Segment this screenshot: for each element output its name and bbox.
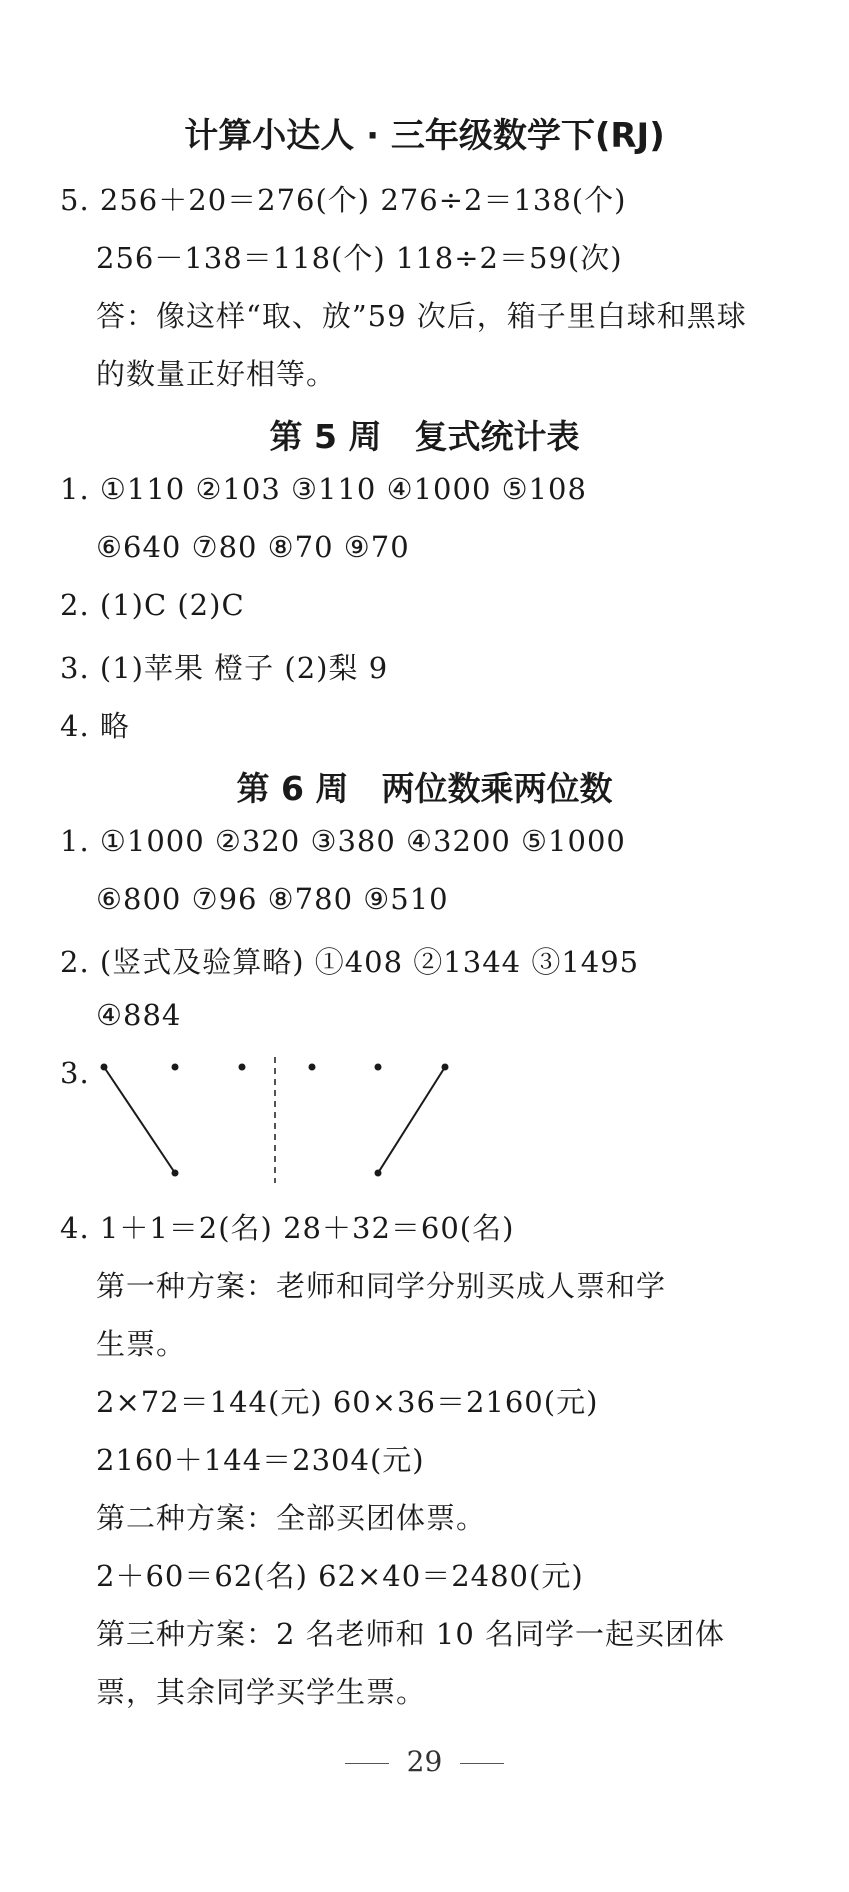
section-heading: 第 6 周 两位数乘两位数 <box>236 769 613 808</box>
answer-line: 第二种方案：全部买团体票。 <box>96 1501 487 1535</box>
answer-line: 第一种方案：老师和同学分别买成人票和学 <box>96 1269 667 1303</box>
footer-dash-left <box>345 1763 389 1764</box>
answer-line: 2×72＝144(元) 60×36＝2160(元) <box>96 1385 599 1419</box>
answer-line: 3. (1)苹果 橙子 (2)梨 9 <box>60 651 389 685</box>
answer-line: 1. ①1000 ②320 ③380 ④3200 ⑤1000 <box>60 824 626 858</box>
answer-line: 的数量正好相等。 <box>96 357 337 391</box>
footer-dash-right <box>460 1763 504 1764</box>
dot <box>309 1064 316 1071</box>
answer-line: ⑥640 ⑦80 ⑧70 ⑨70 <box>96 530 410 564</box>
answer-line: 4. 1＋1＝2(名) 28＋32＝60(名) <box>60 1211 515 1245</box>
page-number: 29 <box>406 1745 443 1778</box>
answer-line: 2. (竖式及验算略) ①408 ②1344 ③1495 <box>60 945 640 979</box>
connector-line <box>104 1067 175 1173</box>
page-title: 计算小达人 · 三年级数学下(RJ) <box>184 116 665 156</box>
answer-line: 2160＋144＝2304(元) <box>96 1443 425 1477</box>
answer-line: 生票。 <box>96 1327 187 1361</box>
answer-line: 票，其余同学买学生票。 <box>96 1675 427 1709</box>
answer-line: 3. <box>60 1056 90 1090</box>
answer-line: 4. 略 <box>60 709 130 743</box>
answer-line: 5. 256＋20＝276(个) 276÷2＝138(个) <box>60 183 627 217</box>
page-footer <box>0 1745 849 1778</box>
answer-line: ⑥800 ⑦96 ⑧780 ⑨510 <box>96 882 449 916</box>
section-heading: 第 5 周 复式统计表 <box>269 417 580 456</box>
answer-line: 1. ①110 ②103 ③110 ④1000 ⑤108 <box>60 472 587 506</box>
connector-line <box>378 1067 445 1173</box>
matching-diagram <box>90 1055 470 1185</box>
dot <box>172 1064 179 1071</box>
dot <box>239 1064 246 1071</box>
answer-line: 答：像这样“取、放”59 次后，箱子里白球和黑球 <box>96 299 747 333</box>
answer-line: 第三种方案：2 名老师和 10 名同学一起买团体 <box>96 1617 726 1651</box>
dot <box>375 1064 382 1071</box>
answer-line: ④884 <box>96 998 182 1032</box>
answer-line: 2＋60＝62(名) 62×40＝2480(元) <box>96 1559 584 1593</box>
answer-line: 256－138＝118(个) 118÷2＝59(次) <box>96 241 623 275</box>
answer-line: 2. (1)C (2)C <box>60 588 245 622</box>
